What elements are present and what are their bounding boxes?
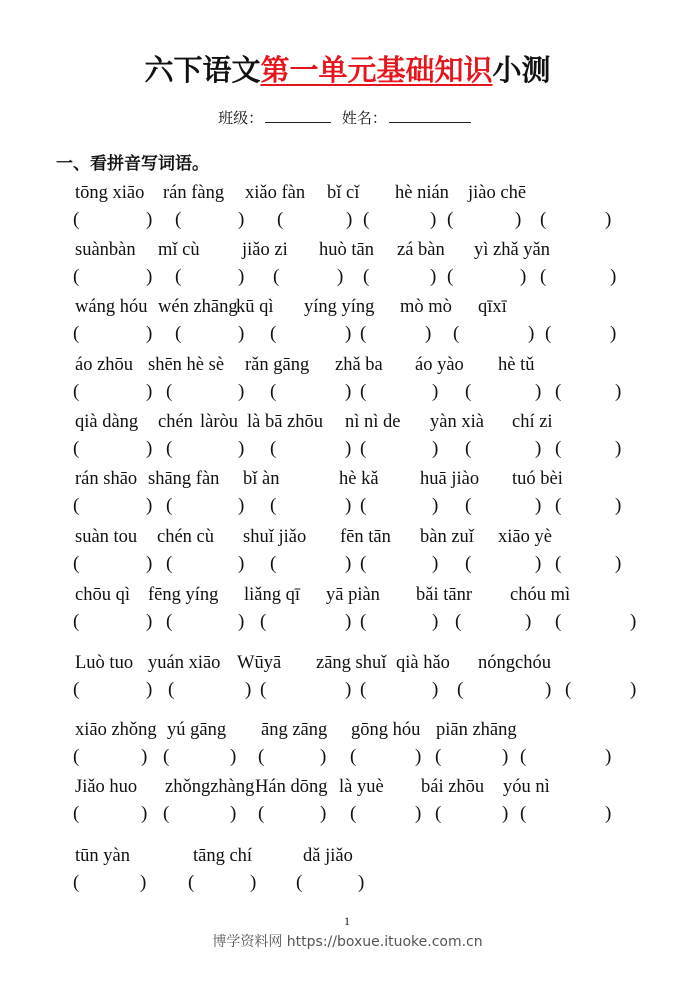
pinyin-word: liǎng qī xyxy=(244,585,301,605)
answer-paren-open: ( xyxy=(166,611,173,632)
pinyin-word: hè tǔ xyxy=(498,355,535,375)
answer-paren-open: ( xyxy=(360,381,367,402)
answer-paren-open: ( xyxy=(175,323,182,344)
pinyin-word: Jiǎo huo xyxy=(75,777,138,797)
answer-paren-open: ( xyxy=(435,746,442,767)
answer-paren-close: ) xyxy=(238,438,245,459)
answer-paren-open: ( xyxy=(555,438,562,459)
answer-paren-close: ) xyxy=(238,381,245,402)
pinyin-word: nóngchóu xyxy=(478,653,551,673)
answer-paren-open: ( xyxy=(73,266,80,287)
answer-paren-open: ( xyxy=(555,495,562,516)
answer-paren-open: ( xyxy=(453,323,460,344)
answer-paren-close: ) xyxy=(535,495,542,516)
pinyin-row xyxy=(0,527,695,574)
answer-paren-close: ) xyxy=(528,323,535,344)
answer-paren-close: ) xyxy=(345,438,352,459)
pinyin-word: huò tān xyxy=(319,240,374,260)
answer-paren-open: ( xyxy=(540,266,547,287)
name-blank[interactable] xyxy=(389,121,471,123)
answer-paren-close: ) xyxy=(502,746,509,767)
pinyin-word: mò mò xyxy=(400,297,452,317)
pinyin-word: qià dàng xyxy=(75,412,139,432)
pinyin-word: Wūyā xyxy=(237,653,282,673)
pinyin-word: huā jiào xyxy=(420,469,480,489)
answer-paren-open: ( xyxy=(270,381,277,402)
answer-paren-open: ( xyxy=(555,553,562,574)
class-blank[interactable] xyxy=(265,121,331,123)
pinyin-word: rán shāo xyxy=(75,469,138,489)
answer-paren-open: ( xyxy=(73,495,80,516)
answer-paren-close: ) xyxy=(615,553,622,574)
answer-paren-close: ) xyxy=(146,209,153,230)
answer-paren-close: ) xyxy=(610,266,617,287)
pinyin-row xyxy=(0,355,695,402)
answer-paren-close: ) xyxy=(432,438,439,459)
answer-paren-close: ) xyxy=(615,381,622,402)
pinyin-word: rán fàng xyxy=(163,183,225,203)
answer-paren-open: ( xyxy=(555,381,562,402)
answer-paren-close: ) xyxy=(605,209,612,230)
answer-paren-open: ( xyxy=(73,746,80,767)
pinyin-word: qià hǎo xyxy=(396,653,450,673)
answer-paren-close: ) xyxy=(250,872,257,893)
pinyin-word: gōng hóu xyxy=(351,720,421,740)
answer-paren-close: ) xyxy=(345,381,352,402)
pinyin-word: piān zhāng xyxy=(436,720,517,740)
answer-paren-open: ( xyxy=(260,611,267,632)
answer-paren-open: ( xyxy=(73,553,80,574)
answer-paren-open: ( xyxy=(166,381,173,402)
answer-paren-close: ) xyxy=(610,323,617,344)
answer-paren-close: ) xyxy=(430,209,437,230)
answer-paren-open: ( xyxy=(166,553,173,574)
answer-paren-close: ) xyxy=(320,803,327,824)
answer-paren-open: ( xyxy=(175,266,182,287)
pinyin-word: shēn hè sè xyxy=(148,355,225,375)
pinyin-word: làròu xyxy=(200,412,239,432)
answer-paren-close: ) xyxy=(141,746,148,767)
answer-paren-close: ) xyxy=(146,495,153,516)
pinyin-word: fēn tān xyxy=(340,527,391,547)
answer-paren-open: ( xyxy=(465,438,472,459)
answer-paren-open: ( xyxy=(520,746,527,767)
answer-paren-open: ( xyxy=(457,679,464,700)
answer-paren-open: ( xyxy=(360,679,367,700)
pinyin-word: jiào chē xyxy=(468,183,527,203)
answer-paren-close: ) xyxy=(432,381,439,402)
answer-paren-open: ( xyxy=(270,495,277,516)
answer-paren-open: ( xyxy=(350,746,357,767)
pinyin-word: là bā zhōu xyxy=(247,412,324,432)
page-number: 1 xyxy=(344,914,350,928)
answer-paren-close: ) xyxy=(535,438,542,459)
answer-paren-close: ) xyxy=(320,746,327,767)
answer-paren-close: ) xyxy=(146,553,153,574)
student-info xyxy=(0,107,695,128)
pinyin-word: áo zhōu xyxy=(75,355,134,375)
answer-paren-open: ( xyxy=(73,209,80,230)
pinyin-word: Hán dōng xyxy=(255,777,328,797)
pinyin-word: hè kǎ xyxy=(339,469,379,489)
answer-paren-close: ) xyxy=(630,611,637,632)
pinyin-word: bǐ àn xyxy=(243,469,280,489)
pinyin-word: xiǎo fàn xyxy=(245,183,306,203)
pinyin-word: yì zhǎ yǎn xyxy=(474,240,551,260)
answer-paren-open: ( xyxy=(350,803,357,824)
answer-paren-close: ) xyxy=(415,803,422,824)
answer-paren-open: ( xyxy=(360,495,367,516)
pinyin-word: zá bàn xyxy=(397,240,445,260)
pinyin-word: yàn xià xyxy=(430,412,484,432)
answer-paren-open: ( xyxy=(435,803,442,824)
pinyin-word: qīxī xyxy=(478,297,507,317)
answer-paren-close: ) xyxy=(345,611,352,632)
answer-paren-close: ) xyxy=(432,611,439,632)
answer-paren-open: ( xyxy=(270,323,277,344)
pinyin-word: bǎi tānr xyxy=(416,585,472,605)
pinyin-word: tāng chí xyxy=(193,846,253,866)
answer-paren-close: ) xyxy=(141,803,148,824)
pinyin-word: āng zāng xyxy=(261,720,328,740)
pinyin-word: áo yào xyxy=(415,355,464,375)
answer-paren-close: ) xyxy=(358,872,365,893)
name-label: 姓名： xyxy=(341,109,387,127)
pinyin-word: chōu qì xyxy=(75,585,130,605)
answer-paren-close: ) xyxy=(238,209,245,230)
pinyin-word: yóu nì xyxy=(503,777,550,797)
answer-paren-close: ) xyxy=(245,679,252,700)
answer-paren-open: ( xyxy=(73,323,80,344)
pinyin-word: xiāo zhǒng xyxy=(75,720,157,740)
answer-paren-close: ) xyxy=(535,381,542,402)
answer-paren-close: ) xyxy=(337,266,344,287)
answer-paren-open: ( xyxy=(455,611,462,632)
answer-paren-close: ) xyxy=(238,266,245,287)
answer-paren-close: ) xyxy=(425,323,432,344)
answer-paren-close: ) xyxy=(520,266,527,287)
answer-paren-close: ) xyxy=(146,266,153,287)
answer-paren-open: ( xyxy=(520,803,527,824)
pinyin-word: zhǎ ba xyxy=(335,355,383,375)
answer-paren-open: ( xyxy=(465,553,472,574)
answer-paren-open: ( xyxy=(360,438,367,459)
answer-paren-open: ( xyxy=(163,803,170,824)
answer-paren-open: ( xyxy=(540,209,547,230)
pinyin-row xyxy=(0,412,695,459)
answer-paren-close: ) xyxy=(605,746,612,767)
pinyin-word: shuǐ jiǎo xyxy=(243,527,307,547)
pinyin-word: jiǎo zi xyxy=(242,240,288,260)
answer-paren-open: ( xyxy=(296,872,303,893)
answer-paren-close: ) xyxy=(146,438,153,459)
answer-paren-open: ( xyxy=(363,266,370,287)
pinyin-word: zāng shuǐ xyxy=(316,653,387,673)
answer-paren-close: ) xyxy=(502,803,509,824)
answer-paren-open: ( xyxy=(465,381,472,402)
answer-paren-close: ) xyxy=(430,266,437,287)
answer-paren-open: ( xyxy=(360,611,367,632)
answer-paren-open: ( xyxy=(258,803,265,824)
pinyin-word: bǐ cǐ xyxy=(327,183,360,203)
pinyin-row xyxy=(0,469,695,516)
pinyin-word: là yuè xyxy=(339,777,384,797)
answer-paren-open: ( xyxy=(73,611,80,632)
answer-paren-open: ( xyxy=(163,746,170,767)
answer-paren-open: ( xyxy=(273,266,280,287)
pinyin-word: tōng xiāo xyxy=(75,183,145,203)
answer-paren-close: ) xyxy=(345,679,352,700)
answer-paren-open: ( xyxy=(73,438,80,459)
answer-paren-close: ) xyxy=(345,495,352,516)
pinyin-word: yuán xiāo xyxy=(148,653,221,673)
answer-paren-open: ( xyxy=(277,209,284,230)
pinyin-row xyxy=(0,653,695,700)
answer-paren-close: ) xyxy=(432,553,439,574)
answer-paren-close: ) xyxy=(515,209,522,230)
pinyin-word: chí zi xyxy=(512,412,553,432)
section-heading: 一、看拼音写词语。 xyxy=(56,154,209,174)
answer-paren-close: ) xyxy=(146,611,153,632)
answer-paren-close: ) xyxy=(238,323,245,344)
pinyin-row xyxy=(0,183,695,230)
pinyin-word: zhǒngzhàng xyxy=(165,777,255,797)
pinyin-word: hè nián xyxy=(395,183,449,203)
pinyin-word: wén zhāng xyxy=(158,297,238,317)
pinyin-word: mǐ cù xyxy=(158,240,200,260)
answer-paren-close: ) xyxy=(415,746,422,767)
pinyin-row xyxy=(0,240,695,287)
pinyin-word: yú gāng xyxy=(167,720,227,740)
pinyin-word: rǎn gāng xyxy=(245,355,310,375)
pinyin-word: dǎ jiǎo xyxy=(303,846,353,866)
pinyin-word: yā piàn xyxy=(326,585,380,605)
page-title xyxy=(0,48,695,89)
answer-paren-close: ) xyxy=(345,553,352,574)
title-prefix: 六下语文 xyxy=(144,53,261,87)
answer-paren-close: ) xyxy=(615,495,622,516)
pinyin-row xyxy=(0,720,695,767)
pinyin-word: bái zhōu xyxy=(421,777,485,797)
answer-paren-close: ) xyxy=(630,679,637,700)
answer-paren-open: ( xyxy=(360,323,367,344)
answer-paren-open: ( xyxy=(555,611,562,632)
class-label: 班级： xyxy=(218,109,264,127)
answer-paren-close: ) xyxy=(432,495,439,516)
answer-paren-open: ( xyxy=(465,495,472,516)
answer-paren-close: ) xyxy=(146,323,153,344)
pinyin-word: tuó bèi xyxy=(512,469,563,489)
pinyin-word: yíng yíng xyxy=(304,297,375,317)
answer-paren-close: ) xyxy=(238,495,245,516)
answer-paren-close: ) xyxy=(525,611,532,632)
pinyin-word: Luò tuo xyxy=(75,653,134,673)
pinyin-word: chóu mì xyxy=(510,585,571,605)
pinyin-word: bàn zuǐ xyxy=(420,527,474,547)
title-highlight: 第一单元基础知识 xyxy=(260,53,493,87)
answer-paren-close: ) xyxy=(535,553,542,574)
answer-paren-open: ( xyxy=(175,209,182,230)
answer-paren-close: ) xyxy=(140,872,147,893)
pinyin-word: shāng fàn xyxy=(148,469,220,489)
answer-paren-open: ( xyxy=(166,438,173,459)
pinyin-word: suàn tou xyxy=(75,527,138,547)
pinyin-row xyxy=(0,846,695,893)
answer-paren-close: ) xyxy=(615,438,622,459)
answer-paren-open: ( xyxy=(166,495,173,516)
answer-paren-close: ) xyxy=(238,553,245,574)
answer-paren-open: ( xyxy=(168,679,175,700)
answer-paren-close: ) xyxy=(545,679,552,700)
answer-paren-open: ( xyxy=(260,679,267,700)
pinyin-word: fēng yíng xyxy=(148,585,219,605)
pinyin-word: xiāo yè xyxy=(498,527,552,547)
answer-paren-open: ( xyxy=(447,209,454,230)
pinyin-row xyxy=(0,297,695,344)
pinyin-row xyxy=(0,585,695,632)
answer-paren-close: ) xyxy=(230,746,237,767)
pinyin-word: nì nì de xyxy=(345,412,401,432)
answer-paren-open: ( xyxy=(565,679,572,700)
answer-paren-open: ( xyxy=(545,323,552,344)
answer-paren-open: ( xyxy=(258,746,265,767)
pinyin-row xyxy=(0,777,695,824)
answer-paren-close: ) xyxy=(346,209,353,230)
answer-paren-close: ) xyxy=(238,611,245,632)
pinyin-word: suànbàn xyxy=(75,240,136,260)
answer-paren-open: ( xyxy=(360,553,367,574)
answer-paren-close: ) xyxy=(146,679,153,700)
answer-paren-open: ( xyxy=(447,266,454,287)
answer-paren-open: ( xyxy=(270,553,277,574)
answer-paren-open: ( xyxy=(73,872,80,893)
answer-paren-close: ) xyxy=(345,323,352,344)
answer-paren-close: ) xyxy=(146,381,153,402)
answer-paren-close: ) xyxy=(432,679,439,700)
answer-paren-open: ( xyxy=(363,209,370,230)
answer-paren-open: ( xyxy=(73,803,80,824)
answer-paren-open: ( xyxy=(73,381,80,402)
answer-paren-open: ( xyxy=(73,679,80,700)
answer-paren-close: ) xyxy=(605,803,612,824)
pinyin-word: chén cù xyxy=(157,527,215,547)
pinyin-word: tūn yàn xyxy=(75,846,130,866)
answer-paren-open: ( xyxy=(270,438,277,459)
answer-paren-close: ) xyxy=(230,803,237,824)
pinyin-word: chén xyxy=(158,412,193,432)
answer-paren-open: ( xyxy=(188,872,195,893)
title-suffix: 小测 xyxy=(492,53,551,87)
pinyin-word: wáng hóu xyxy=(75,297,148,317)
pinyin-word: kū qì xyxy=(236,297,274,317)
footer-source: 博学资料网 https://boxue.ituoke.com.cn xyxy=(212,934,483,950)
